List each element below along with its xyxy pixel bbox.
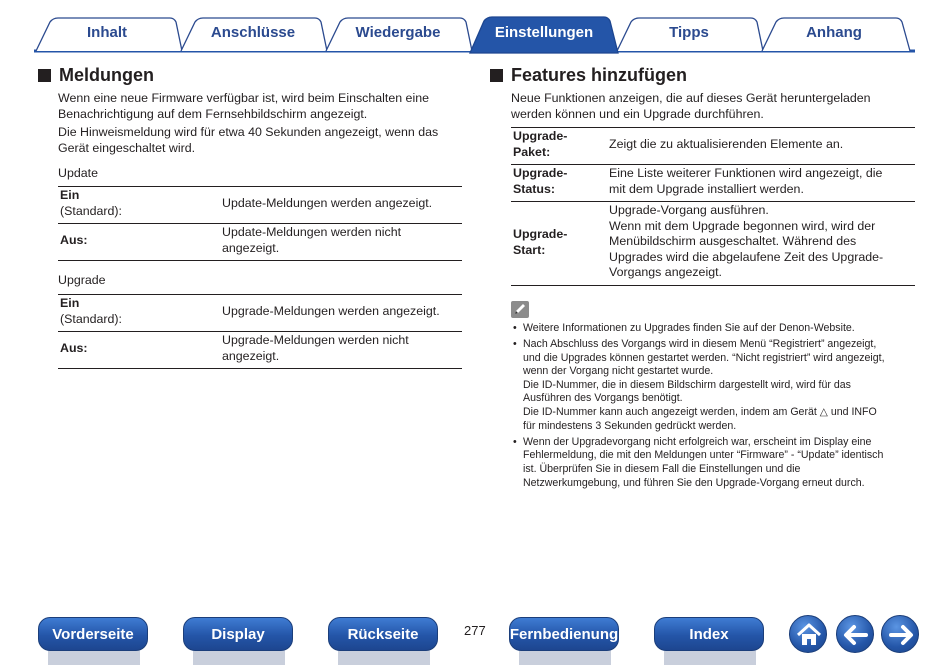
pencil-note-icon [511,301,529,318]
section-square-icon [38,69,51,82]
section-title-features [490,65,687,86]
table-rule [58,186,462,187]
tab-einstellungen[interactable]: Einstellungen [494,24,594,41]
section-title-meldungen [38,65,154,86]
text-line: ist. Überprüfen Sie in diesem Fall die Einstellungen und die [523,462,801,475]
tab-tipps[interactable]: Tipps [669,24,709,41]
list-item [513,436,913,490]
tab-bar [0,0,950,56]
text-line: Wenn mit dem Upgrade begonnen wird, wird der [609,218,876,233]
table-rule [58,223,462,224]
home-icon [790,616,828,654]
table-rule [58,260,462,261]
text-line: mit dem Upgrade installiert werden. [609,181,804,196]
home-button[interactable] [789,615,827,653]
table-rule [511,201,915,202]
display-button[interactable]: Display [183,617,293,651]
table-rule [58,294,462,295]
back-arrow-icon [837,616,875,654]
meldungen-intro [58,91,429,122]
notes-list [513,322,913,493]
upgrade-row-ein-key [60,296,122,327]
text-line: für mindestens 3 Sekunden gedrückt werden. [523,419,737,432]
option-key: Ein [60,296,80,310]
text-line: Upgrade- [513,227,568,241]
text-line: Upgrade-Vorgang ausführen. [609,203,769,217]
text-line: Upgrade-Meldungen werden nicht [222,333,409,347]
option-default-label: (Standard): [60,203,122,218]
fernbedienung-button[interactable]: Fernbedienung [509,617,619,651]
text-line: Die ID-Nummer, die in diesem Bildschirm dargestellt wird, wird für das [523,378,851,391]
index-button[interactable]: Index [654,617,764,651]
text-line: Gerät eingeschaltet wird. [58,140,196,155]
upgrade-heading: Upgrade [58,273,106,287]
table-rule [511,164,915,165]
text-line: Status: [513,181,555,196]
upgrade-paket-value: Zeigt die zu aktualisierenden Elemente an. [609,137,844,151]
text-line: Upgrade- [513,129,568,143]
text-line: Paket: [513,144,551,159]
text-line: • Nach Abschluss des Vorgangs wird in diesem Menü “Registriert” angezeigt, [523,338,877,351]
text-line: Update-Meldungen werden nicht [222,225,402,239]
text-line: Neue Funktionen anzeigen, die auf dieses Gerät heruntergeladen [511,91,871,105]
meldungen-note [58,125,438,156]
text-line: Fehlermeldung, die mit den Meldungen unter “Firmware” - “Update” identisch [523,449,884,462]
table-rule [58,331,462,332]
forward-button[interactable] [881,615,919,653]
table-rule [511,127,915,128]
tab-wiedergabe[interactable]: Wiedergabe [355,24,441,41]
upgrade-row-aus-value [222,333,409,364]
text-line: Vorgangs angezeigt. [609,265,722,279]
text-line: Netzwerkumgebung, und führen Sie den Upgrade-Vorgang erneut durch. [523,476,865,489]
text-line: werden können und ein Upgrade durchführen. [511,106,764,121]
text-line: Menübildschirm ausgeschaltet. Während des [609,234,857,248]
text-line: Upgrades wird die abgelaufene Zeit des Upgrade- [609,249,884,264]
text-line: Ausführen des Vorgangs benötigt. [523,392,683,405]
text-line: • Wenn der Upgradevorgang nicht erfolgreich war, erscheint im Display eine [523,435,872,448]
forward-arrow-icon [882,616,920,654]
tab-inhalt[interactable]: Inhalt [87,24,127,41]
update-row-ein-key [60,188,122,219]
upgrade-row-ein-value: Upgrade-Meldungen werden angezeigt. [222,304,440,318]
option-default-label: (Standard): [60,311,122,326]
upgrade-paket-key [513,129,567,160]
section-title-text: Meldungen [59,65,154,85]
text-line: Die ID-Nummer kann auch angezeigt werden, indem am Gerät △ und INFO [523,406,877,419]
rueckseite-button[interactable]: Rückseite [328,617,438,651]
text-line: wenn der Vorgang nicht gestartet wurde. [523,365,714,378]
section-square-icon [490,69,503,82]
text-line: Wenn eine neue Firmware verfügbar ist, wird beim Einschalten eine [58,91,429,105]
list-item [513,338,913,433]
text-line: • Weitere Informationen zu Upgrades finden Sie auf der Denon-Website. [523,322,855,334]
vorderseite-button[interactable]: Vorderseite [38,617,148,651]
update-row-aus-key: Aus: [60,233,88,247]
page-number: 277 [464,623,486,638]
text-line: Eine Liste weiterer Funktionen wird angezeigt, die [609,166,883,180]
update-row-ein-value: Update-Meldungen werden angezeigt. [222,196,433,210]
tab-anhang[interactable]: Anhang [806,24,862,41]
text-line: angezeigt. [222,348,280,363]
section-title-text: Features hinzufügen [511,65,688,85]
text-line: Upgrade- [513,166,568,180]
upgrade-start-value [609,203,883,281]
upgrade-row-aus-key: Aus: [60,341,88,355]
text-line: und die Upgrades können gestartet werden. “Nicht registriert” wird angezeigt, [523,351,885,364]
features-intro [511,91,871,122]
upgrade-status-key [513,166,567,197]
text-line: Benachrichtigung auf dem Fernsehbildschirm angezeigt. [58,106,368,121]
option-key: Ein [60,188,80,202]
upgrade-status-value [609,166,882,197]
update-row-aus-value [222,225,401,256]
text-line: Die Hinweismeldung wird für etwa 40 Sekunden angezeigt, wenn das [58,125,439,139]
back-button[interactable] [836,615,874,653]
text-line: Start: [513,242,546,257]
table-rule [511,285,915,286]
text-line: angezeigt. [222,240,280,255]
table-rule [58,368,462,369]
upgrade-start-key [513,227,567,258]
tab-anschluesse[interactable]: Anschlüsse [210,24,296,41]
list-item [513,322,913,336]
update-heading: Update [58,166,98,180]
